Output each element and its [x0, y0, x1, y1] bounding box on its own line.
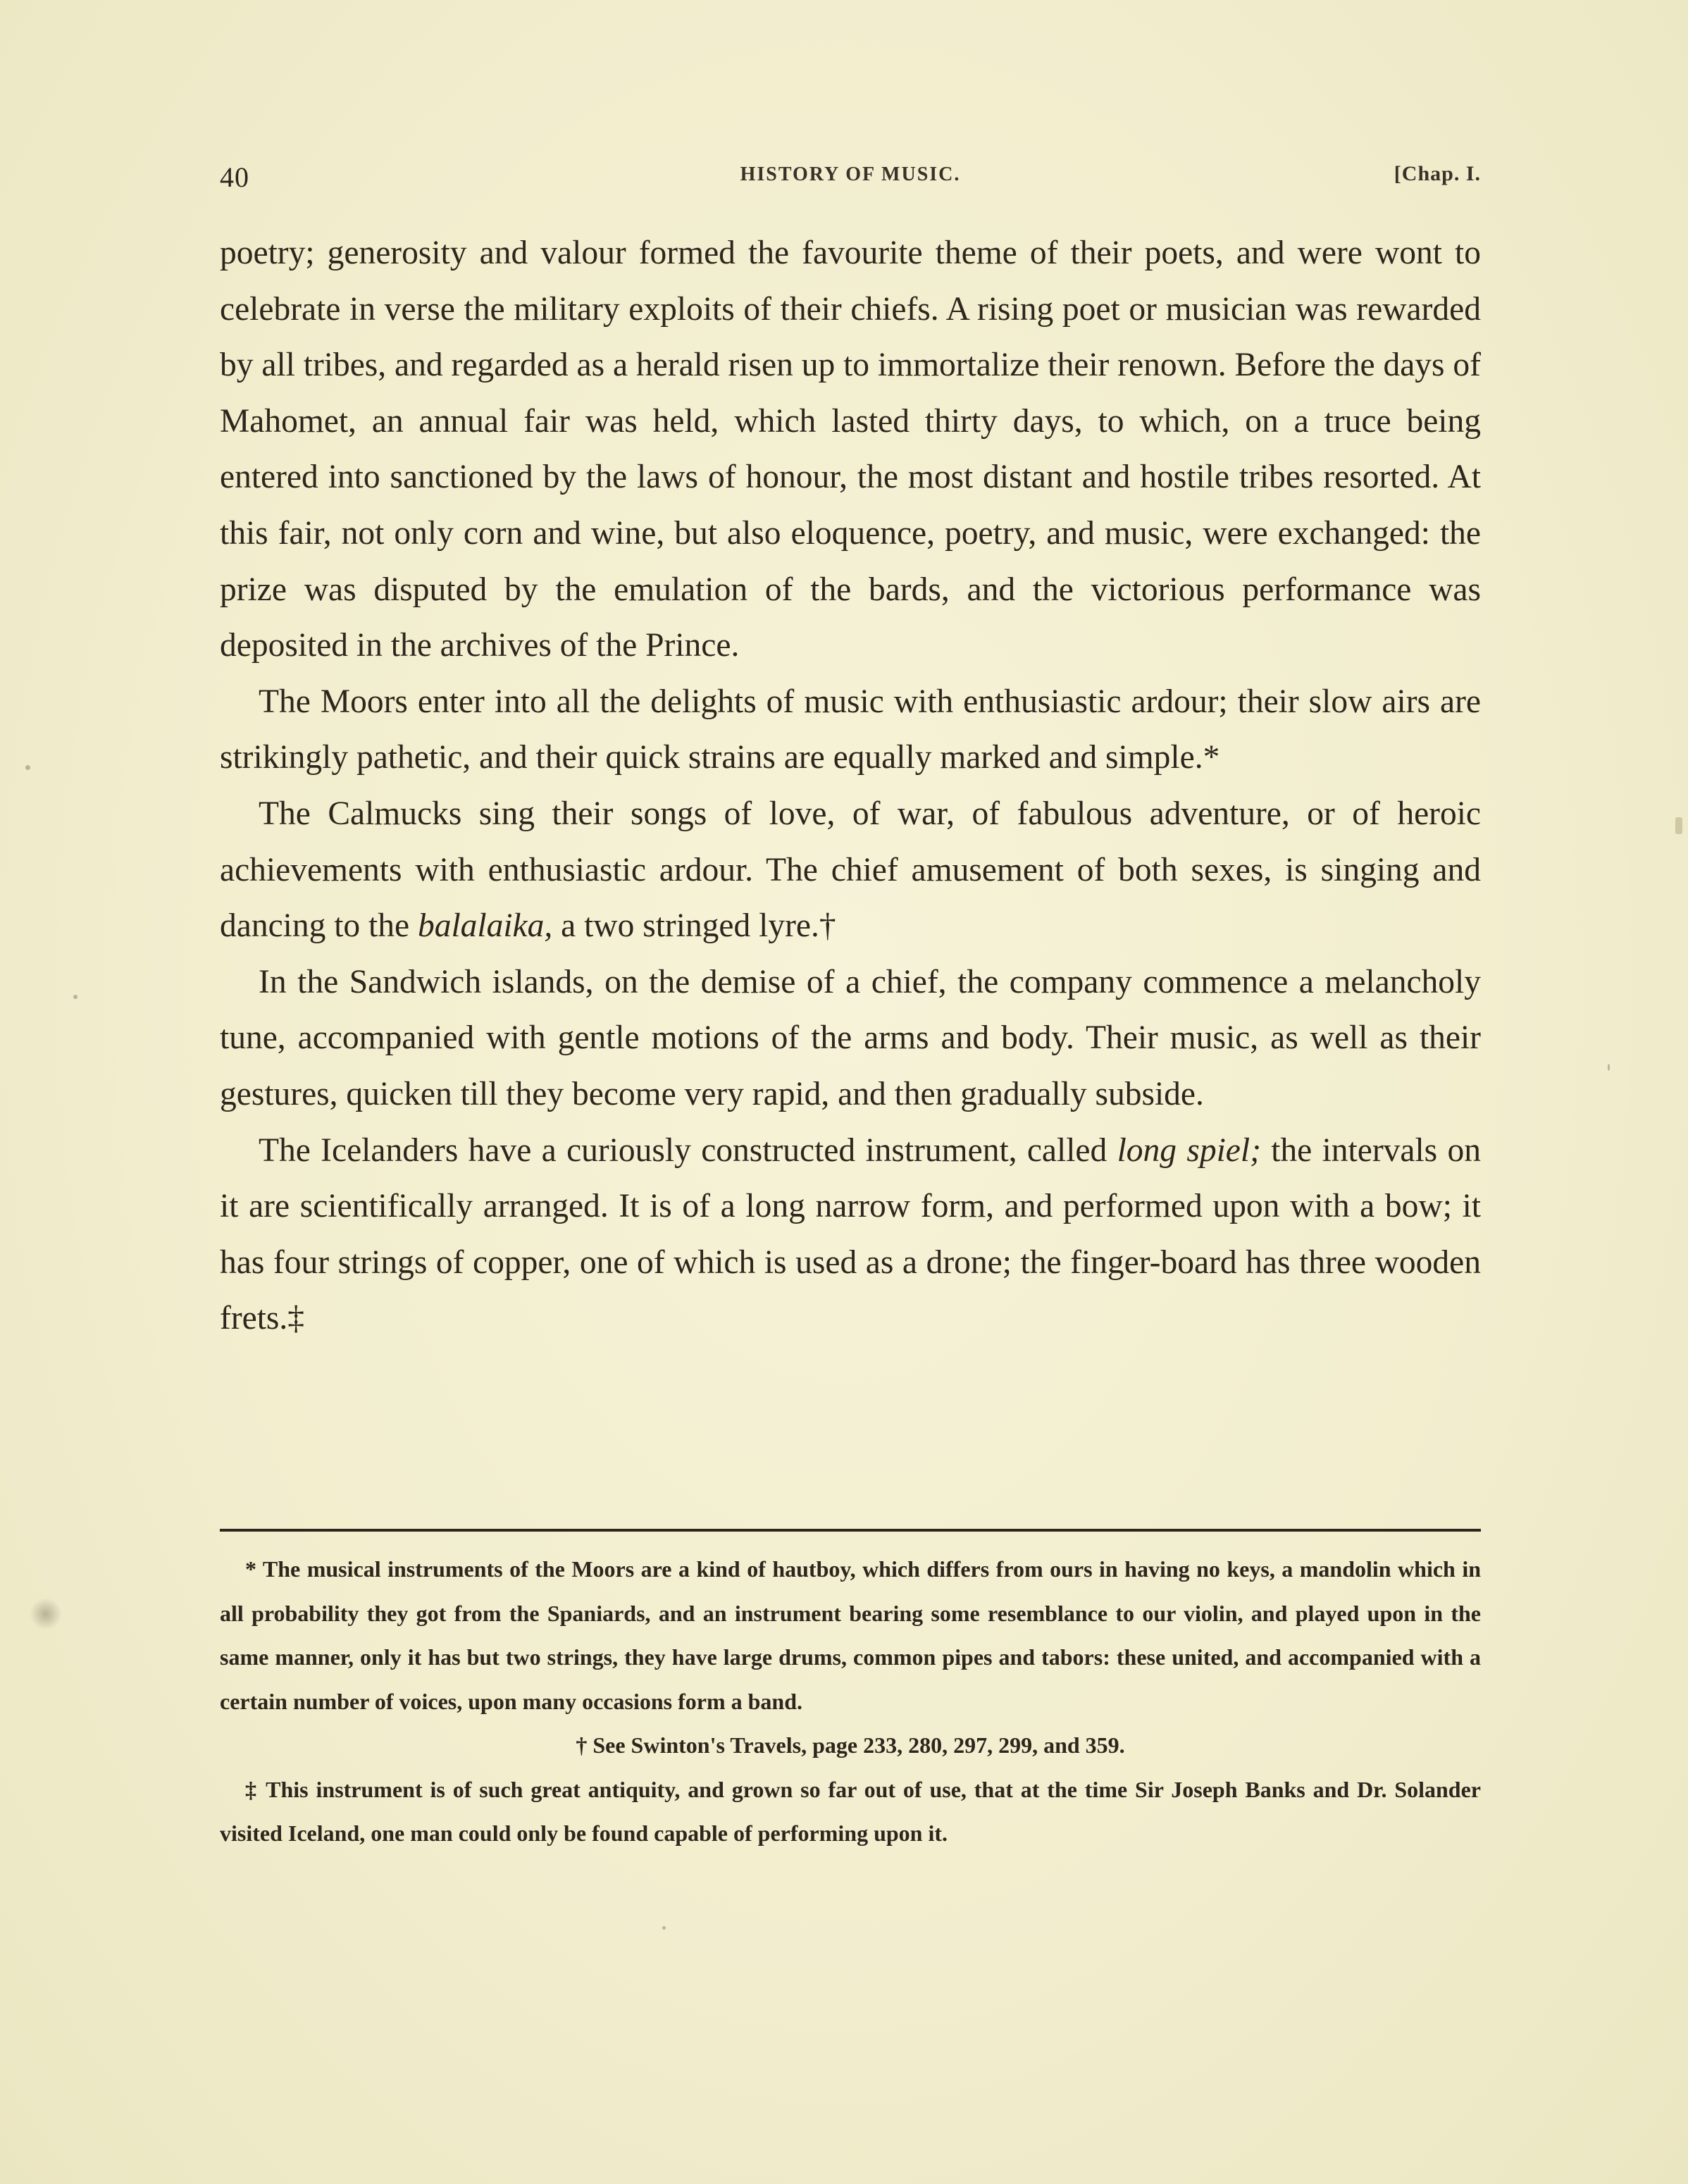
footnote-divider [220, 1529, 1481, 1532]
paper-stain [30, 1598, 62, 1630]
paper-speck [25, 765, 30, 770]
footnote-iceland-instrument: ‡ This instrument is of such great antiquity, and grown so far out of use, that at the time Sir Joseph Banks and Dr. Solander visited Iceland, one man could only be found capable of performing upon it. [220, 1776, 1481, 1846]
calmucks-text-before: The Calmucks sing their songs of love, of war, of fabulous adventure, or of heroic achievements with enthusiastic ardour. The chief amusement of both sexes, is singing and dancing to the [220, 795, 1481, 945]
main-text [220, 225, 1481, 1347]
paragraph-icelanders [220, 1123, 1481, 1347]
balalaika-term: balalaika, [417, 907, 553, 945]
paragraph-arab-poetry: poetry; generosity and valour formed the favourite theme of their poets, and were wont to celebrate in verse the military exploits of their chiefs. A rising poet or musician was rewarded by all tribes, and regarded as a herald risen up to immortalize their renown. Before the days of Mahomet, an annual fair was held, which lasted thirty days, to which, on a truce being entered into sanctioned by the laws of honour, the most distant and hostile tribes resorted. At this fair, not only corn and wine, but also eloquence, poetry, and music, were exchanged: the prize was disputed by the emulation of the bards, and the victorious performance was deposited in the archives of the Prince. [220, 235, 1481, 664]
paragraph-sandwich-islands: In the Sandwich islands, on the demise of a chief, the company commence a melancholy tune, accompanied with gentle motions of the arms and body. Their music, as well as their gestures, quicken till they become very rapid, and then gradually subside. [220, 963, 1481, 1112]
page-number: 40 [220, 161, 249, 193]
running-title: HISTORY OF MUSIC. [740, 163, 961, 185]
paper-speck [73, 995, 77, 999]
long-spiel-term: long spiel; [1117, 1131, 1261, 1169]
paragraph-moors: The Moors enter into all the delights of music with enthusiastic ardour; their slow airs are strikingly pathetic, and their quick strains are equally marked and simple.* [220, 683, 1481, 776]
chapter-reference: [Chap. I. [1394, 162, 1481, 185]
icelanders-text-after: the intervals on it are scientifically arranged. It is of a long narrow form, and performed upon with a bow; it has four strings of copper, one of which is used as a drone; the finger-board has three wooden frets.‡ [220, 1131, 1481, 1337]
paper-speck [662, 1926, 666, 1930]
footnotes [220, 1547, 1481, 1856]
paragraph-calmucks [220, 786, 1481, 955]
icelanders-text-before: The Icelanders have a curiously constructed instrument, called [259, 1131, 1117, 1169]
footnote-swinton-travels: † See Swinton's Travels, page 233, 280, 297, 299, and 359. [576, 1732, 1125, 1758]
page-header [220, 161, 1481, 196]
calmucks-text-after: a two stringed lyre.† [552, 907, 836, 945]
paper-speck [1675, 817, 1682, 834]
paper-speck [1608, 1064, 1610, 1071]
footnote-moors-instruments: * The musical instruments of the Moors are a kind of hautboy, which differs from ours in having no keys, a mandolin which in all probability they got from the Spaniards, and an instrument bearing some resemblance to our violin, and played upon in the same manner, only it has but two strings, they have large drums, common pipes and tabors: these united, and accompanied with a certain number of voices, upon many occasions form a band. [220, 1556, 1481, 1714]
